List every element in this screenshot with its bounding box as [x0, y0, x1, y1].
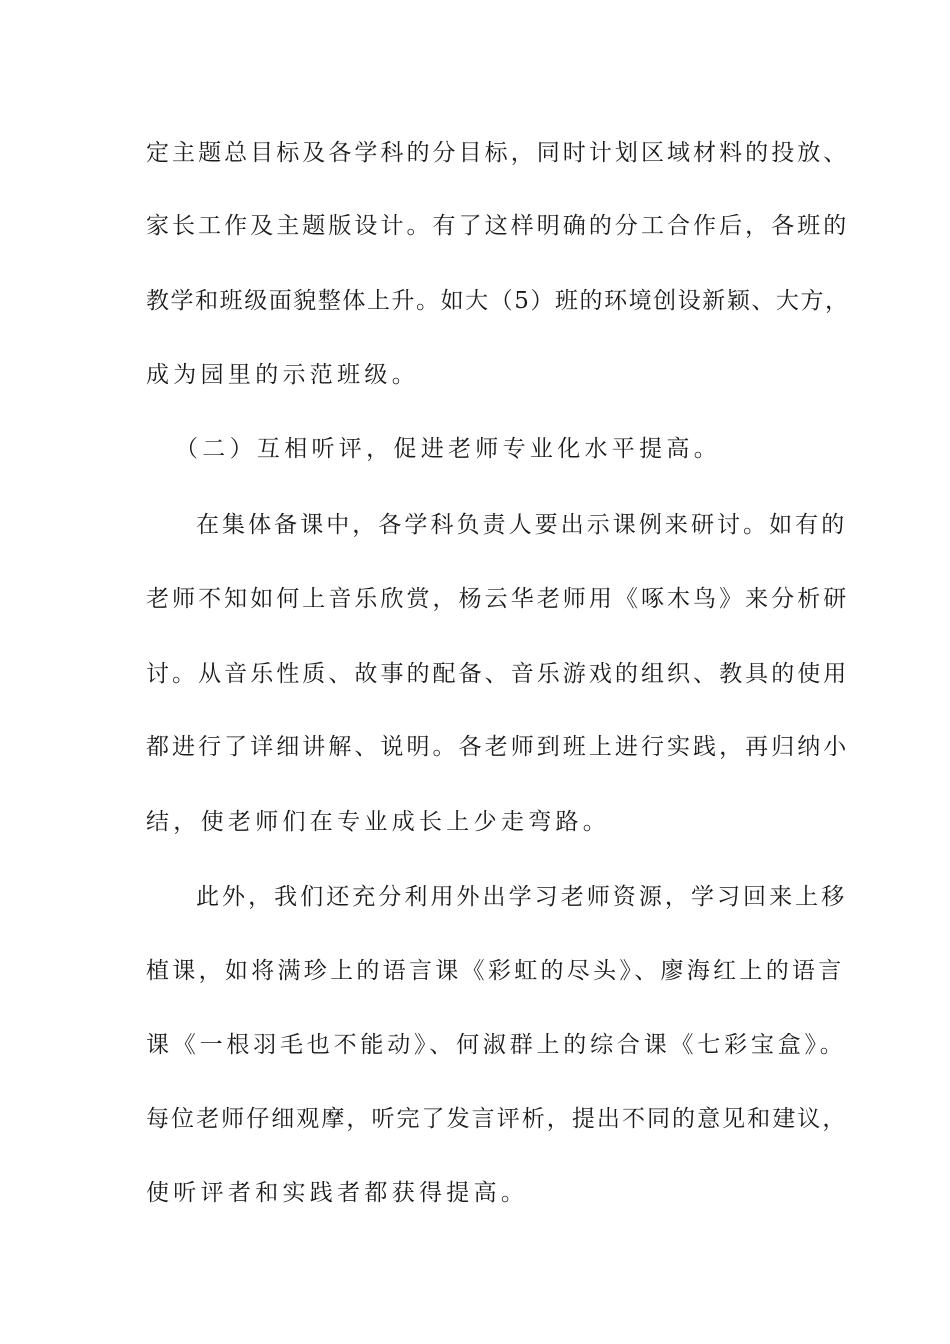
text-line-11: 此外，我们还充分利用外出学习老师资源，学习回来上移	[196, 884, 848, 910]
text-line-4: 成为园里的示范班级。	[146, 362, 419, 388]
text-line-14: 每位老师仔细观摩，听完了发言评析，提出不同的意见和建议，	[146, 1106, 848, 1132]
text-line-6: 在集体备课中，各学科负责人要出示课例来研讨。如有的	[196, 512, 848, 538]
text-line-10: 结，使老师们在专业成长上少走弯路。	[146, 809, 611, 835]
section-heading: （二）互相听评，促进老师专业化水平提高。	[175, 436, 721, 462]
text-line-2: 家长工作及主题版设计。有了这样明确的分工合作后，各班的	[146, 213, 850, 239]
text-line-7: 老师不知如何上音乐欣赏，杨云华老师用《啄木鸟》来分析研	[146, 586, 850, 612]
text-line-12: 植课，如将满珍上的语言课《彩虹的尽头》、廖海红上的语言	[146, 958, 845, 984]
text-line-1: 定主题总目标及各学科的分目标，同时计划区域材料的投放、	[146, 140, 850, 166]
text-line-13: 课《一根羽毛也不能动》、何淑群上的综合课《七彩宝盒》。	[146, 1032, 847, 1058]
text-line-9: 都进行了详细讲解、说明。各老师到班上进行实践，再归纳小	[146, 734, 850, 760]
text-line-8: 讨。从音乐性质、故事的配备、音乐游戏的组织、教具的使用	[146, 661, 850, 687]
text-line-3: 教学和班级面貌整体上升。如大（5）班的环境创设新颖、大方，	[146, 288, 850, 314]
text-line-15: 使听评者和实践者都获得提高。	[146, 1180, 529, 1206]
